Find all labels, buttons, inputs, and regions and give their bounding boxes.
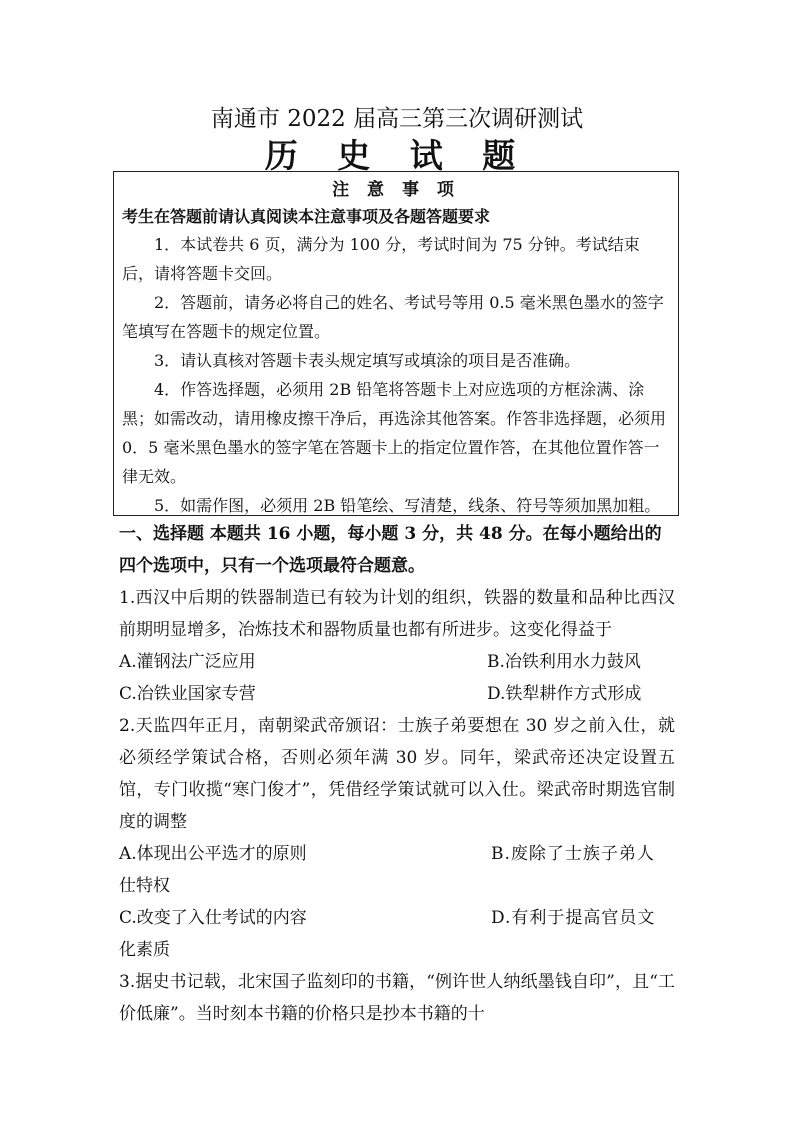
section-heading: 一、选择题 本题共 16 小题，每小题 3 分，共 48 分。在每小题给出的四个选项中，只有一个选项最符合题意。 bbox=[119, 524, 662, 576]
subject-title: 历 史 试 题 bbox=[264, 136, 530, 175]
option-row bbox=[119, 838, 675, 870]
option-row bbox=[119, 646, 675, 678]
option-d: D.铁犁耕作方式形成 bbox=[487, 684, 642, 704]
notice-item: 3．请认真核对答题卡表头规定填写或填涂的项目是否准确。 bbox=[154, 351, 581, 370]
notice-item: 4．作答选择题，必须用 2B 铅笔将答题卡上对应选项的方框涂满、涂黑；如需改动，请用橡皮擦干净后，再选涂其他答案。作答非选择题，必须用 0．5 毫米黑色墨水的签字笔在答题卡上的指定位置作答，在其他位置作答一律无效。 bbox=[122, 380, 667, 486]
notice-box bbox=[113, 171, 679, 516]
option-c: C.改变了入仕考试的内容 bbox=[119, 908, 307, 928]
exam-title: 南通市 2022 届高三第三次调研测试 bbox=[210, 106, 584, 132]
option-d-continued: 化素质 bbox=[119, 940, 170, 960]
option-b-continued: 仕特权 bbox=[119, 876, 170, 896]
notice-item: 1．本试卷共 6 页，满分为 100 分，考试时间为 75 分钟。考试结束后，请将答题卡交回。 bbox=[122, 235, 640, 283]
option-row bbox=[119, 902, 675, 934]
option-row bbox=[119, 678, 675, 710]
option-a: A.灌钢法广泛应用 bbox=[119, 652, 256, 672]
option-d: D.有利于提高官员文 bbox=[491, 908, 656, 928]
question-stem: 3.据史书记载，北宋国子监刻印的书籍，“例许世人纳纸墨钱自印”，且“工价低廉”。当时刻本书籍的价格只是抄本书籍的十 bbox=[119, 972, 675, 1024]
notice-title: 注 意 事 项 bbox=[332, 180, 460, 200]
option-b: B.冶铁利用水力鼓风 bbox=[487, 652, 641, 672]
option-b: B.废除了士族子弟人 bbox=[491, 844, 655, 864]
question-stem: 1.西汉中后期的铁器制造已有较为计划的组织，铁器的数量和品种比西汉前期明显增多，冶炼技术和器物质量也都有所进步。这变化得益于 bbox=[119, 588, 675, 640]
option-a: A.体现出公平选才的原则 bbox=[119, 844, 307, 864]
question-stem: 2.天监四年正月，南朝梁武帝颁诏：士族子弟要想在 30 岁之前入仕，就必须经学策试合格，否则必须年满 30 岁。同年，梁武帝还决定设置五馆，专门收揽“寒门俊才”，凭借经学策试就可以入仕。梁武帝时期选官制度的调整 bbox=[119, 716, 675, 832]
option-c: C.冶铁业国家专营 bbox=[119, 684, 256, 704]
notice-item: 2．答题前，请务必将自己的姓名、考试号等用 0.5 毫米黑色墨水的签字笔填写在答题卡的规定位置。 bbox=[122, 293, 664, 341]
questions-area bbox=[119, 518, 675, 1030]
notice-item: 5．如需作图，必须用 2B 铅笔绘、写清楚，线条、符号等须加黑加粗。 bbox=[154, 496, 661, 515]
notice-subtitle: 考生在答题前请认真阅读本注意事项及各题答题要求 bbox=[122, 207, 491, 226]
